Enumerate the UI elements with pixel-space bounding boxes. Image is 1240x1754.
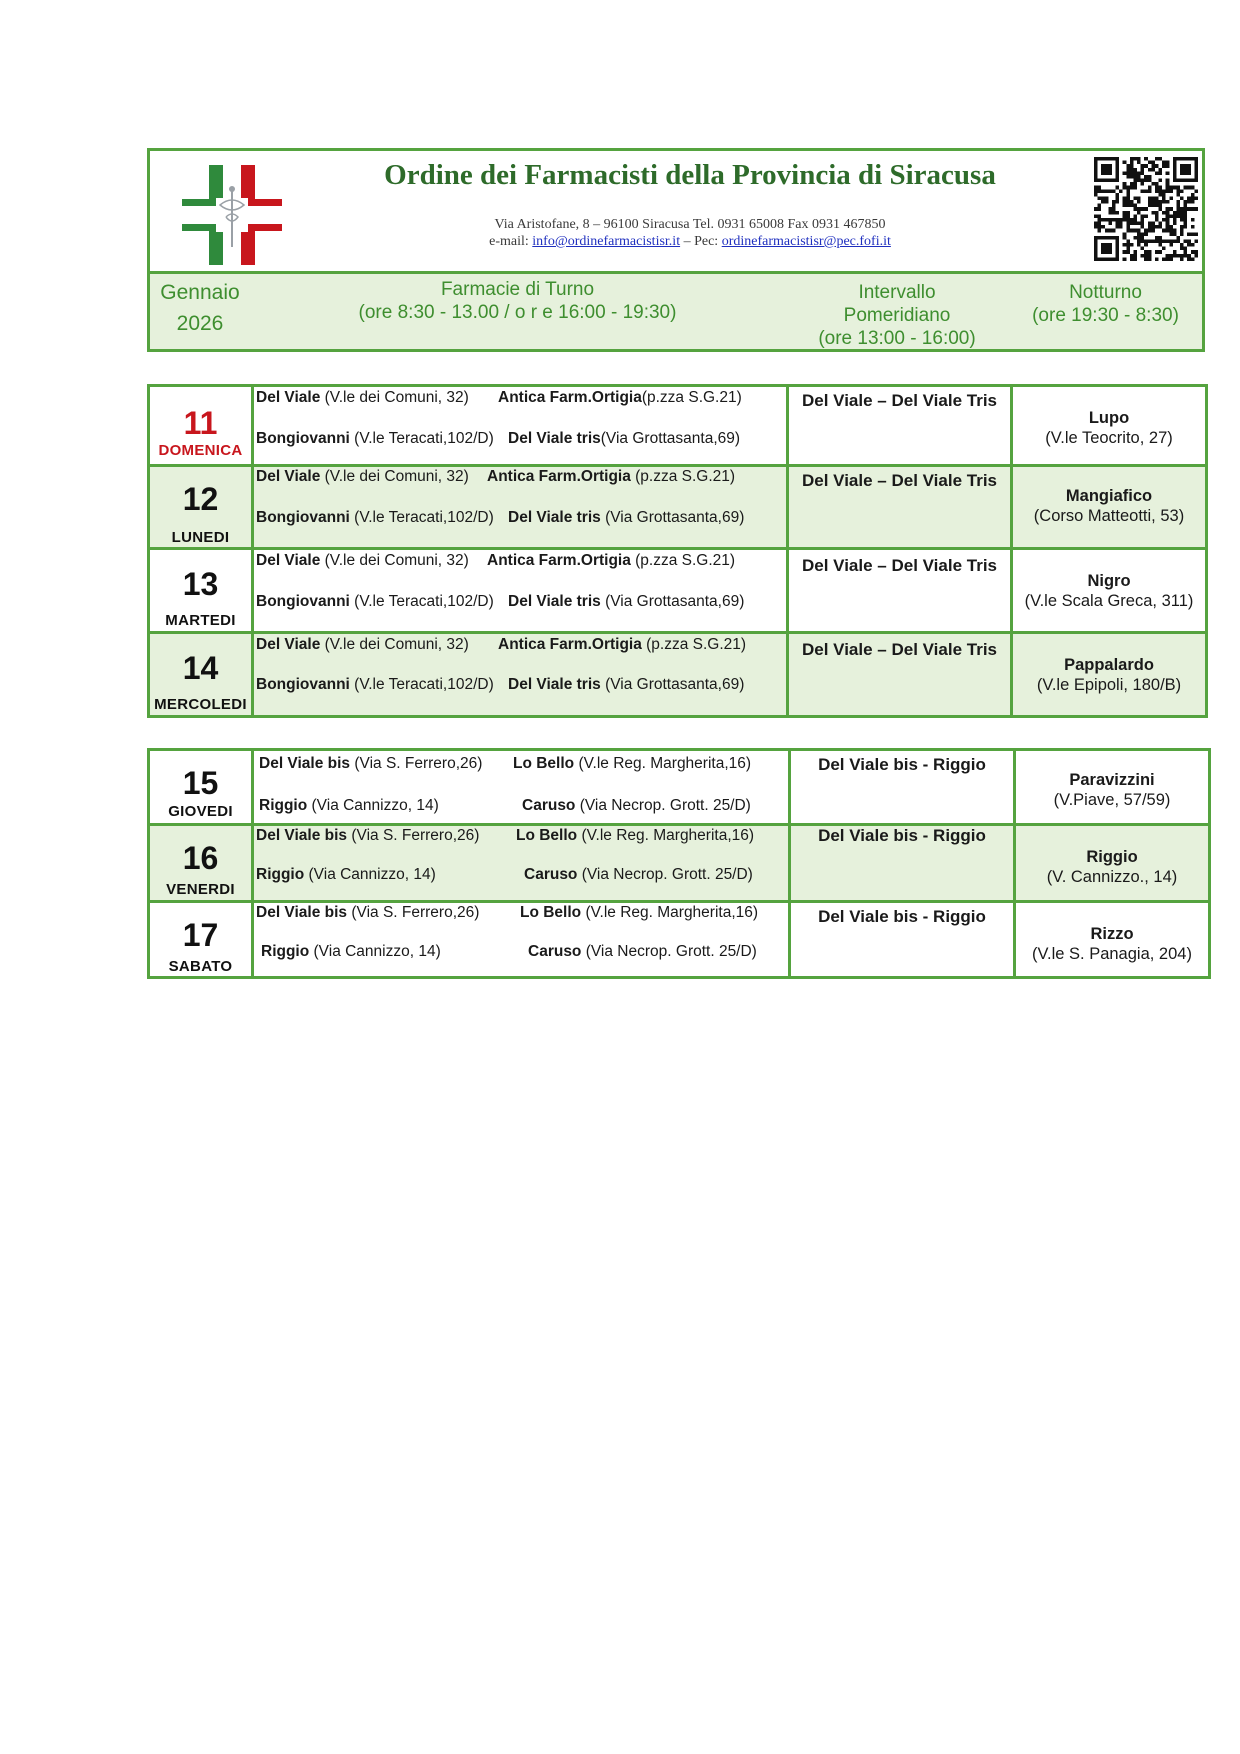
turno-line-2: Bongiovanni (V.le Teracati,102/D): [256, 593, 494, 610]
turno-cell: [253, 750, 790, 825]
notturno-name: Mangiafico: [1065, 487, 1153, 505]
turno-line-2: Riggio (Via Cannizzo, 14): [261, 943, 441, 960]
pec-link[interactable]: ordinefarmacistisr@pec.fofi.it: [721, 234, 891, 249]
month-label: Gennaio: [160, 281, 240, 304]
turno-line-1b: Lo Bello (V.le Reg. Margherita,16): [520, 904, 759, 921]
pom-title2: Pomeridiano: [843, 305, 951, 326]
notturno-address: (V.Piave, 57/59): [1053, 791, 1171, 809]
turno-line-2b: Del Viale tris (Via Grottasanta,69): [508, 676, 745, 693]
notturno-name: Riggio: [1086, 848, 1138, 866]
notturno-name: Pappalardo: [1064, 656, 1154, 674]
week1-table: [147, 384, 1208, 718]
notturno-cell: [1015, 825, 1210, 902]
day-name: MARTEDI: [165, 612, 236, 629]
turno-line-1: Del Viale bis (Via S. Ferrero,26): [259, 755, 483, 772]
notturno-cell: [1015, 902, 1210, 978]
pomeridiano-cell: Del Viale – Del Viale Tris: [788, 633, 1012, 717]
pomeridiano-cell: Del Viale bis - Riggio: [790, 825, 1015, 902]
pharmacy-cross-caduceus-icon: [182, 165, 282, 265]
day-cell: [149, 633, 253, 717]
month-header: [147, 274, 253, 352]
turno-line-2b: Del Viale tris (Via Grottasanta,69): [508, 593, 745, 610]
day-cell: [149, 750, 253, 825]
turno-line-1b: Antica Farm.Ortigia (p.zza S.G.21): [498, 636, 747, 653]
notturno-name: Paravizzini: [1069, 771, 1155, 789]
notturno-cell: [1012, 633, 1207, 717]
day-cell: [149, 825, 253, 902]
turno-line-1b: Antica Farm.Ortigia (p.zza S.G.21): [487, 468, 736, 485]
pec-label: – Pec:: [683, 234, 719, 249]
notturno-name: Nigro: [1087, 572, 1131, 590]
turno-line-1: Del Viale (V.le dei Comuni, 32): [256, 636, 469, 653]
turno-line-1b: Lo Bello (V.le Reg. Margherita,16): [516, 827, 755, 844]
pom-title1: Intervallo: [858, 282, 936, 303]
notturno-address: (V.le Teocrito, 27): [1045, 429, 1173, 447]
notturno-address: (Corso Matteotti, 53): [1033, 507, 1185, 525]
turno-title: Farmacie di Turno: [440, 279, 595, 300]
day-number: 12: [182, 481, 219, 517]
turno-line-2b: Caruso (Via Necrop. Grott. 25/D): [528, 943, 757, 960]
table-row: [149, 633, 1207, 717]
pomeridiano-header: [785, 274, 1012, 352]
notturno-address: (V.le S. Panagia, 204): [1032, 945, 1192, 963]
turno-line-2b: Caruso (Via Necrop. Grott. 25/D): [522, 797, 751, 814]
org-address: Via Aristofane, 8 – 96100 Siracusa Tel. 0931 65008 Fax 0931 467850: [494, 217, 886, 232]
turno-line-1b: Antica Farm.Ortigia (p.zza S.G.21): [487, 552, 736, 569]
notturno-address: (V.le Epipoli, 180/B): [1036, 676, 1182, 694]
email-link[interactable]: info@ordinefarmacistisr.it: [532, 234, 681, 249]
org-contacts: [310, 234, 1070, 250]
turno-header: [250, 274, 788, 352]
turno-cell: [253, 386, 788, 466]
not-title: Notturno: [1069, 282, 1142, 303]
turno-cell: [253, 466, 788, 549]
turno-line-2: Bongiovanni (V.le Teracati,102/D): [256, 676, 494, 693]
turno-line-2: Riggio (Via Cannizzo, 14): [256, 866, 436, 883]
turno-line-2: Riggio (Via Cannizzo, 14): [259, 797, 439, 814]
notturno-cell: [1012, 466, 1207, 549]
not-hours: (ore 19:30 - 8:30): [1032, 305, 1179, 326]
pomeridiano-cell: Del Viale – Del Viale Tris: [788, 549, 1012, 633]
turno-hours: (ore 8:30 - 13.00 / o r e 16:00 - 19:30): [358, 302, 677, 323]
turno-line-1b: Lo Bello (V.le Reg. Margherita,16): [513, 755, 752, 772]
turno-cell: [253, 633, 788, 717]
day-number: 15: [182, 765, 219, 801]
turno-line-2b: Del Viale tris(Via Grottasanta,69): [508, 430, 741, 447]
turno-cell: [253, 902, 790, 978]
turno-line-1: Del Viale (V.le dei Comuni, 32): [256, 552, 469, 569]
turno-line-1b: Antica Farm.Ortigia(p.zza S.G.21): [498, 389, 742, 406]
table-row: [149, 750, 1210, 825]
pomeridiano-cell: Del Viale bis - Riggio: [790, 902, 1015, 978]
turno-line-1: Del Viale bis (Via S. Ferrero,26): [256, 827, 480, 844]
org-title: Ordine dei Farmacisti della Provincia di Siracusa: [384, 159, 996, 191]
pom-hours: (ore 13:00 - 16:00): [818, 328, 976, 349]
table-row: [149, 902, 1210, 978]
notturno-cell: [1012, 549, 1207, 633]
pomeridiano-cell: Del Viale bis - Riggio: [790, 750, 1015, 825]
day-name: VENERDI: [166, 881, 235, 898]
notturno-name: Lupo: [1088, 409, 1130, 427]
week2-table: [147, 748, 1211, 979]
turno-line-1: Del Viale (V.le dei Comuni, 32): [256, 468, 469, 485]
day-name: GIOVEDI: [168, 803, 233, 820]
letterhead: [147, 148, 1205, 274]
pomeridiano-cell: Del Viale – Del Viale Tris: [788, 466, 1012, 549]
notturno-address: (V.le Scala Greca, 311): [1024, 592, 1194, 610]
day-cell: [149, 386, 253, 466]
turno-line-2b: Del Viale tris (Via Grottasanta,69): [508, 509, 745, 526]
turno-line-1: Del Viale bis (Via S. Ferrero,26): [256, 904, 480, 921]
notturno-address: (V. Cannizzo., 14): [1046, 868, 1178, 886]
day-name: DOMENICA: [158, 442, 243, 459]
turno-line-2b: Caruso (Via Necrop. Grott. 25/D): [524, 866, 753, 883]
year-label: 2026: [176, 312, 224, 335]
day-number: 14: [182, 650, 219, 686]
day-number: 16: [182, 840, 219, 876]
day-number: 11: [183, 405, 218, 441]
table-row: [149, 825, 1210, 902]
turno-cell: [253, 825, 790, 902]
day-cell: [149, 466, 253, 549]
notturno-name: Rizzo: [1090, 925, 1134, 943]
table-row: [149, 466, 1207, 549]
turno-cell: [253, 549, 788, 633]
day-name: MERCOLEDI: [154, 696, 247, 713]
day-cell: [149, 902, 253, 978]
day-name: SABATO: [168, 958, 233, 975]
notturno-header: [1009, 274, 1205, 352]
notturno-cell: [1012, 386, 1207, 466]
table-row: [149, 549, 1207, 633]
qr-code-icon: [1094, 157, 1198, 261]
pomeridiano-cell: Del Viale – Del Viale Tris: [788, 386, 1012, 466]
day-cell: [149, 549, 253, 633]
turno-line-2: Bongiovanni (V.le Teracati,102/D): [256, 430, 494, 447]
turno-line-1: Del Viale (V.le dei Comuni, 32): [256, 389, 469, 406]
day-number: 17: [182, 917, 219, 953]
turno-line-2: Bongiovanni (V.le Teracati,102/D): [256, 509, 494, 526]
email-label: e-mail:: [489, 234, 529, 249]
notturno-cell: [1015, 750, 1210, 825]
table-row: [149, 386, 1207, 466]
day-name: LUNEDI: [171, 529, 230, 546]
day-number: 13: [182, 566, 219, 602]
